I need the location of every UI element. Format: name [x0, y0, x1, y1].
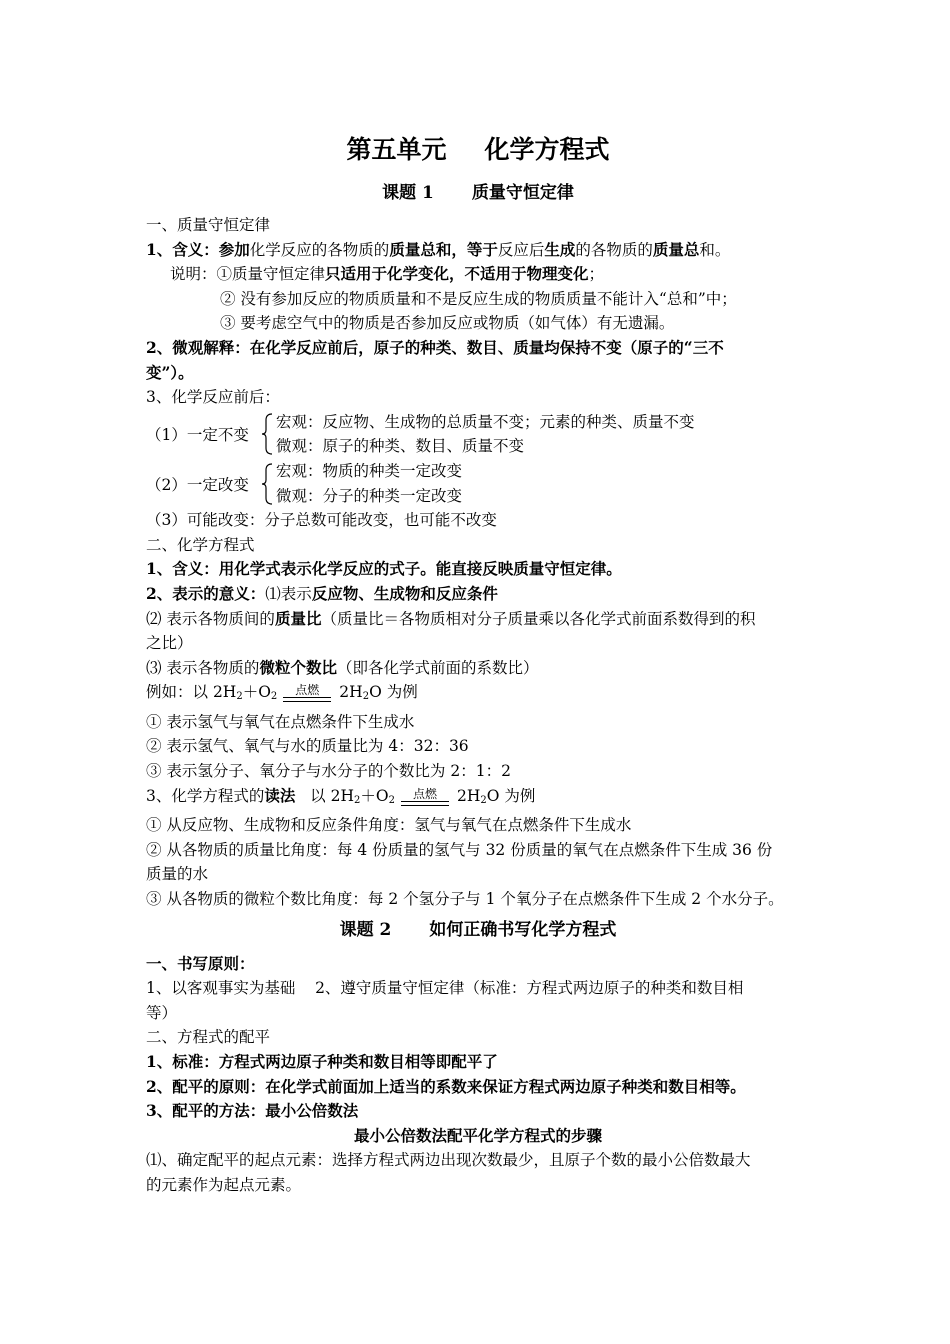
reading-point-2: ② 从各物质的质量比角度：每 4 份质量的氢气与 32 份质量的氧气在点燃条件下生成 36 份 — [146, 840, 773, 859]
balancing-standard: 1、标准：方程式两边原子种类和数目相等即配平了 — [146, 1052, 498, 1071]
before-after-heading: 3、化学反应前后： — [146, 388, 280, 407]
condition-label: 点燃 — [283, 683, 331, 697]
unchanged-macro: 宏观：反应物、生成物的总质量不变；元素的种类、质量不变 — [276, 412, 695, 431]
balancing-method: 3、配平的方法：最小公倍数法 — [146, 1101, 359, 1121]
note-line-1: 说明：①质量守恒定律只适用于化学变化，不适用于物理变化； — [170, 264, 605, 284]
step-1-cont: 的元素作为起点元素。 — [146, 1175, 302, 1194]
note-line-3: ③ 要考虑空气中的物质是否参加反应或物质（如气体）有无遗漏。 — [220, 314, 675, 333]
micro-explanation-cont: 变”）。 — [146, 362, 194, 382]
note-line-2: ② 没有参加反应的物质质量和不是反应生成的物质质量不能计入“总和”中； — [220, 289, 737, 308]
mass-ratio-line: ⑵ 表示各物质间的质量比（质量比＝各物质相对分子质量乘以各化学式前面系数得到的积 — [146, 608, 756, 628]
mass-ratio-cont: 之比） — [146, 634, 193, 653]
section-heading: 一、质量守恒定律 — [146, 216, 271, 234]
reading-point-1: ① 从反应物、生成物和反应条件角度：氢气与氧气在点燃条件下生成水 — [146, 816, 632, 835]
writing-principles-cont: 等） — [146, 1003, 178, 1022]
example-point-3: ③ 表示氢分子、氧分子与水分子的个数比为 2：1：2 — [146, 762, 511, 781]
meaning-line: 2、表示的意义：⑴表示反应物、生成物和反应条件 — [146, 583, 498, 603]
reading-equation: 3、化学方程式的读法 以 $2H_2+O_2$ 点燃 $2H_2O$ 为例 — [146, 785, 536, 806]
balancing-rule: 2、配平的原则：在化学式前面加上适当的系数来保证方程式两边原子种类和数目相等。 — [146, 1076, 746, 1096]
balancing-heading: 二、方程式的配平 — [146, 1028, 271, 1047]
changed-group: （2）一定改变 宏观：物质的种类一定改变 微观：分子的种类一定改变 — [146, 459, 810, 508]
equation-definition: 1、含义：用化学式表示化学反应的式子。能直接反映质量守恒定律。 — [146, 559, 622, 579]
lesson-1-title: 课题 1 质量守恒定律 — [382, 183, 574, 203]
writing-principles-line: 1、以客观事实为基础 2、遵守质量守恒定律（标准：方程式两边原子的种类和数目相 — [146, 979, 744, 998]
example-point-1: ① 表示氢气与氧气在点燃条件下生成水 — [146, 712, 415, 731]
changed-macro: 宏观：物质的种类一定改变 — [276, 461, 463, 480]
brace-icon — [260, 412, 274, 456]
unchanged-micro: 微观：原子的种类、数目、质量不变 — [276, 437, 525, 456]
step-1-line: ⑴、确定配平的起点元素：选择方程式两边出现次数最少，且原子个数的最小公倍数最大 — [146, 1151, 751, 1170]
micro-explanation: 2、微观解释：在化学反应前后，原子的种类、数目、质量均保持不变（原子的“三不 — [146, 337, 724, 357]
example-point-2: ② 表示氢气、氧气与水的质量比为 4：32：36 — [146, 737, 469, 756]
steps-title: 最小公倍数法配平化学方程式的步骤 — [353, 1125, 602, 1145]
reading-point-2-cont: 质量的水 — [146, 865, 209, 884]
unchanged-group: （1）一定不变 宏观：反应物、生成物的总质量不变；元素的种类、质量不变 微观：原子的种类、数目、质量不变 — [146, 410, 810, 459]
particle-ratio-line: ⑶ 表示各物质的微粒个数比（即各化学式前面的系数比） — [146, 657, 539, 677]
unit-title: 第五单元 化学方程式 — [346, 135, 610, 164]
maybe-changed: （3）可能改变：分子总数可能改变，也可能不改变 — [146, 511, 497, 530]
changed-micro: 微观：分子的种类一定改变 — [276, 486, 463, 505]
example-equation: 例如：以 $2H_2+O_2$ 点燃 $2H_2O$ 为例 — [146, 683, 418, 703]
writing-principles-heading: 一、书写原则： — [146, 953, 255, 973]
reading-point-3: ③ 从各物质的微粒个数比角度：每 2 个氢分子与 1 个氧分子在点燃条件下生成 2 个水分子。 — [146, 890, 784, 909]
lesson-2-title: 课题 2 如何正确书写化学方程式 — [339, 919, 617, 940]
brace-icon — [260, 462, 274, 506]
condition-label: 点燃 — [401, 787, 449, 801]
document-page — [146, 132, 810, 1198]
section-heading-2: 二、化学方程式 — [146, 535, 255, 554]
definition-line: 1、含义：参加化学反应的各物质的质量总和，等于反应后生成的各物质的质量总和。 — [146, 239, 731, 259]
